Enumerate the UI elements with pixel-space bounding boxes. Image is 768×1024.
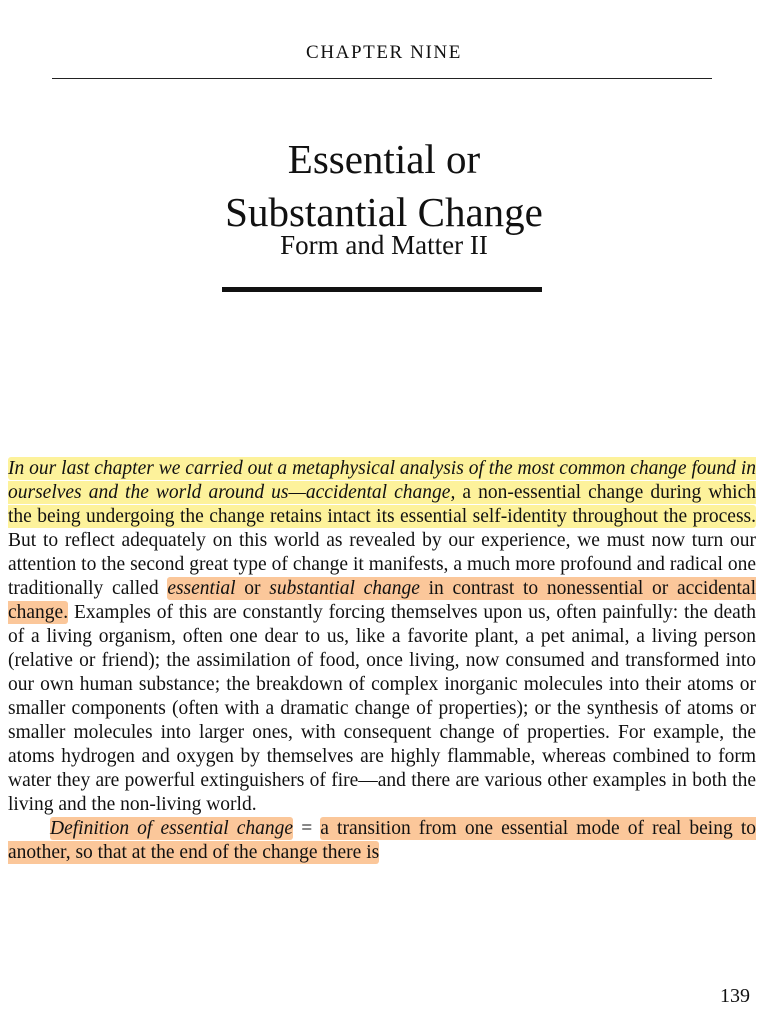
paragraph-1 xyxy=(8,457,756,817)
highlight-orange-2 xyxy=(50,817,293,840)
italic-definition: Definition of essential change xyxy=(50,818,294,839)
italic-intro: In our last chapter we carried out a metaphysical analysis of the most common change found in ourselves and the world around us—accidental change, xyxy=(8,458,756,503)
highlight-orange-3: a transition from one essential mode of real being to another, so that at the end of the change there is xyxy=(8,818,756,863)
text-segment: Examples of this are constantly forcing themselves upon us, often painfully: the death of a living organism, often one dear to us, like a favorite plant, a pet animal, a living person (relative or friend); the assimilation of food, once living, now consumed and transformed into our own human substance; the breakdown of complex inorganic molecules into their atoms or smaller components (often with a dramatic change of properties); or the synthesis of atoms or smaller molecules into larger ones, with consequent change of properties. For example, the atoms hydrogen and oxygen by themselves are highly flammable, whereas combined to form water they are powerful extinguishers of fire—and there are various other examples in both the living and the non-living world. xyxy=(8,602,756,815)
equals-sign: = xyxy=(293,818,321,839)
italic-term-substantial: substantial change xyxy=(269,578,420,599)
title-line-2: Substantial Change xyxy=(225,189,543,236)
header-rule xyxy=(52,78,712,79)
text-segment: a non-essential change during which the being undergoing the change retains intact its essential self-identity throughout the process. xyxy=(8,482,757,527)
page-number: 139 xyxy=(720,985,750,1007)
chapter-label: CHAPTER NINE xyxy=(306,42,462,63)
title-line-1: Essential or xyxy=(287,136,481,183)
text-segment: But to reflect adequately on this world as revealed by our experience, we must now turn our attention to the second great type of change it manifests, a much more profound and radical one traditionally called xyxy=(8,530,756,599)
chapter-title xyxy=(0,133,768,239)
text-segment: in contrast to nonessential or accidental change. xyxy=(8,578,756,623)
title-divider xyxy=(222,287,542,292)
text-segment: or xyxy=(235,578,270,599)
body-text xyxy=(8,457,756,865)
italic-term-essential: essential xyxy=(167,578,236,599)
chapter-subtitle: Form and Matter II xyxy=(280,230,488,260)
highlight-yellow-1 xyxy=(8,457,756,528)
paragraph-2 xyxy=(8,817,756,865)
